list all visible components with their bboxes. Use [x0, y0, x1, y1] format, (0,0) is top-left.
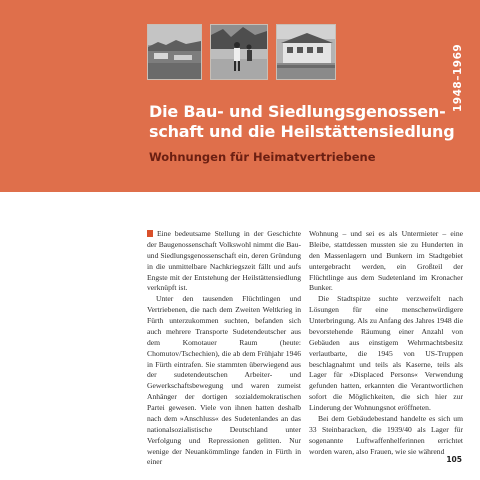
photo-settlement-field — [147, 24, 202, 80]
paragraph — [147, 294, 301, 468]
paragraph-text: Wohnung – und sei es als Untermieter – eine Bleibe, stattdessen mussten sie zu Hunderten in den Massenlagern und Bunkern im Stadtgebiet untergebracht werden, ein Großteil der Flüchtlinge aus dem Sudetenland im Kronacher Bunker. — [309, 229, 463, 293]
paragraph — [309, 229, 463, 294]
paragraph — [309, 414, 463, 458]
paragraph-text: Die Stadtspitze suchte verzweifelt nach Lösungen für eine menschenwürdigere Unterbringung. Als zu Anfang des Jahres 1948 die bevorstehende Räumung einer Anzahl von Gebäuden aus einstigem Wehrmachtsbesitz verlautbarte, die 1945 von US-Truppen beschlagnahmt und teils als Kaserne, teils als Lager für »Displaced Persons« Verwendung gefunden hatten, erkannten die Verantwortlichen sofort die Möglichkeiten, die sich hier zur Linderung der Wohnungsnot eröffneten. — [309, 294, 463, 412]
body-column-left — [147, 229, 301, 468]
chapter-years: 1948–1969 — [452, 43, 464, 112]
paragraph-text: Eine bedeutsame Stellung in der Geschichte der Baugenossenschaft Volkswohl nimmt die Bau- und Siedlungsgenossenschaft ein, deren Gründung in die unmittelbare Nachkriegszeit fällt und aufs Engste mit der Entstehung der Heilstättensiedlung verknüpft ist. — [147, 229, 301, 293]
chapter-title — [149, 102, 455, 142]
paragraph-text: Bei dem Gebäudebestand handelte es sich um 33 Steinbaracken, die 1939/40 als Lager für sogenannte Luftwaffenhelferinnen errichtet worden waren, also Frauen, wie sie während — [309, 413, 463, 456]
header-banner — [0, 0, 480, 192]
paragraph-text: Unter den tausenden Flüchtlingen und Vertriebenen, die nach dem Zweiten Weltkrieg in Fürth unterzukommen suchten, befanden sich auch mehrere Transporte Sudetendeutscher aus dem Komotauer Raum (heute: Chomutov/Tschechien), die ab dem Frühjahr 1946 in Fürth eintrafen. Sie stammten überwiegend aus der sudetendeutschen Arbeiter- und Gewerkschaftsbewegung und waren zumeist Anhänger der dortigen sozialdemokratischen Partei gewesen. Viele von ihnen hatten deshalb nach dem »Anschluss« des Sudetenlandes an das nationalsozialistische Deutschland unter Verfolgung und Repressionen gelitten. Nur wenige der Neuankömmlinge fanden in Fürth in einer — [147, 294, 301, 467]
body-column-right — [309, 229, 463, 457]
chapter-title-line-1: Die Bau- und Siedlungsgenossen- — [149, 102, 446, 121]
page-number: 105 — [446, 455, 462, 464]
photo-barrack-building — [276, 24, 336, 80]
paragraph — [309, 294, 463, 414]
chapter-subtitle: Wohnungen für Heimatvertriebene — [149, 150, 376, 164]
section-marker-icon — [147, 230, 153, 237]
chapter-title-line-2: schaft und die Heilstättensiedlung — [149, 122, 455, 141]
paragraph — [147, 229, 301, 294]
photo-people-walking — [210, 24, 268, 80]
